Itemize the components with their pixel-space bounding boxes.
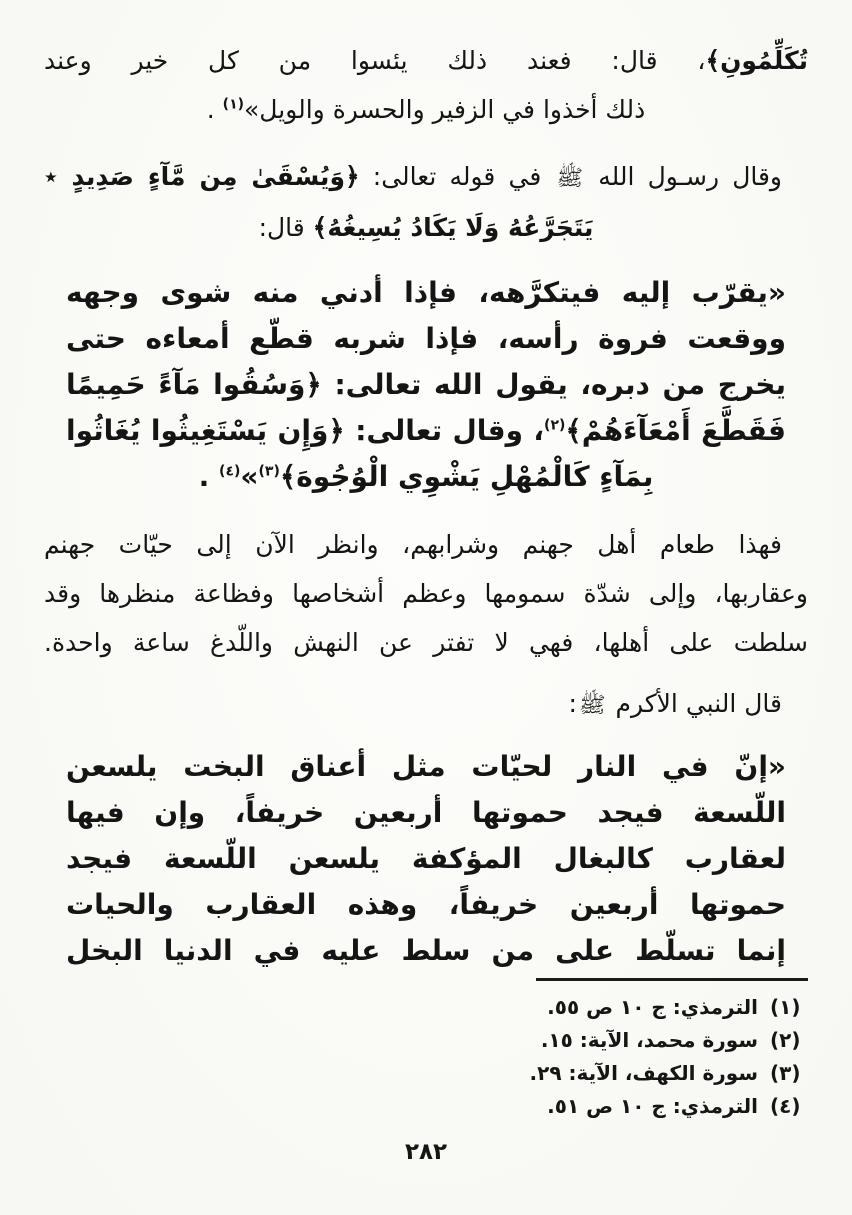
body-text: . — [206, 95, 223, 124]
footnote-ref-1: (١) — [222, 96, 245, 113]
footnote-item — [44, 1090, 808, 1123]
hadith-text: «يقرّب إليه فيتكرَّهه، فإذا أدني منه شوى وجهه — [66, 276, 786, 309]
text-line — [44, 569, 808, 618]
text-line — [44, 618, 808, 667]
paragraph-continuation — [44, 36, 808, 134]
hadith-quote-2 — [66, 744, 786, 974]
quran-verse-fragment: يَتَجَرَّعُهُ وَلَا يَكَادُ يُسِيغُهُ﴾ — [312, 213, 594, 242]
footnote-item — [44, 991, 808, 1024]
text-line — [44, 203, 808, 252]
hadith-text: . — [198, 460, 220, 493]
body-text: قال: — [258, 213, 313, 242]
text-line — [66, 362, 786, 408]
text-line — [66, 316, 786, 362]
text-line — [44, 520, 808, 569]
hadith-text: حموتها أربعين خريفاً، وهذه العقارب والحيات — [66, 888, 786, 921]
quran-verse-fragment: ﴿وَإِن يَسْتَغِيثُوا يُغَاثُوا — [66, 414, 345, 447]
footnote-ref-3: (٣) — [258, 463, 280, 480]
hadith-text: اللّسعة فيجد حموتها أربعين خريفاً، وإن فيها — [66, 796, 786, 829]
body-text: وقال رسـول الله — [585, 162, 782, 191]
footnote-marker: (٢) — [770, 1028, 801, 1052]
hadith-text: » — [240, 460, 259, 493]
footnote-ref-2: (٢) — [544, 417, 566, 434]
prophet-honorific-symbol: ﷺ — [556, 166, 584, 191]
footnote-text: سورة محمد، الآية: ١٥. — [540, 1028, 758, 1052]
text-line — [66, 836, 786, 882]
footnotes-section — [44, 978, 808, 1123]
hadith-text: يخرج من دبره، يقول الله تعالى: — [321, 368, 786, 401]
body-text: ذلك أخذوا في الزفير والحسرة والويل» — [244, 95, 646, 124]
text-line — [66, 270, 786, 316]
footnote-marker: (٣) — [770, 1061, 801, 1085]
footnote-ref-4: (٤) — [219, 463, 241, 480]
text-line — [66, 454, 786, 500]
hadith-text: ووقعت فروة رأسه، فإذا شربه قطّع أمعاءه حتى — [66, 322, 786, 355]
hadith-quote-1 — [66, 270, 786, 500]
footnote-marker: (٤) — [770, 1094, 801, 1118]
paragraph-hadith2-intro — [44, 681, 808, 728]
text-line — [66, 408, 786, 454]
text-line — [66, 928, 786, 974]
prophet-honorific-symbol: ﷺ — [578, 693, 606, 718]
paragraph-hadith-intro — [44, 152, 808, 252]
text-line — [44, 152, 808, 203]
body-text: قال النبي الأكرم — [607, 689, 782, 718]
body-text: في قوله تعالى: — [359, 162, 555, 191]
text-line — [44, 681, 808, 728]
hadith-text: «إنّ في النار لحيّات مثل أعناق البخت يلسعن — [66, 750, 786, 783]
quran-verse-fragment: ﴿وَسُقُوا مَآءً حَمِيمًا — [66, 368, 322, 401]
body-text: فهذا طعام أهل جهنم وشرابهم، وانظر الآن إلى حيّات جهنم — [44, 530, 782, 559]
footnote-item — [44, 1057, 808, 1090]
text-line — [44, 36, 808, 85]
text-line — [66, 790, 786, 836]
body-text: ، قال: فعند ذلك يئسوا من كل خير وعند — [44, 46, 706, 75]
footnote-marker: (١) — [770, 995, 801, 1019]
text-line — [66, 744, 786, 790]
text-line — [44, 85, 808, 134]
body-text: وعقاربها، وإلى شدّة سمومها وعظم أشخاصها وفظاعة منظرها وقد — [44, 579, 808, 608]
page-number: ٢٨٢ — [404, 1139, 448, 1165]
text-block — [44, 36, 808, 1165]
quran-verse-fragment: فَقَطَّعَ أَمْعَآءَهُمْ﴾ — [565, 414, 787, 447]
hadith-text: ، وقال تعالى: — [344, 414, 545, 447]
hadith-text: لعقارب كالبغال المؤكفة يلسعن اللّسعة فيجد — [66, 842, 786, 875]
hadith-text: إنما تسلّط على من سلط عليه في الدنيا البخل — [66, 934, 786, 967]
footnote-text: الترمذي: ج ١٠ ص ٥١. — [547, 1094, 758, 1118]
paragraph-commentary — [44, 520, 808, 667]
quran-verse-fragment: تُكَلِّمُونِ﴾ — [705, 46, 808, 75]
quran-verse-fragment: بِمَآءٍ كَالْمُهْلِ يَشْوِي الْوُجُوهَ﴾ — [279, 460, 654, 493]
body-text: : — [568, 689, 577, 718]
footnote-text: الترمذي: ج ١٠ ص ٥٥. — [547, 995, 758, 1019]
body-text: سلطت على أهلها، فهي لا تفتر عن النهش واللّدغ ساعة واحدة. — [44, 628, 808, 657]
footnote-divider — [536, 978, 808, 981]
footnote-item — [44, 1024, 808, 1057]
quran-verse-fragment: ﴿وَيُسْقَىٰ مِن مَّآءٍ صَدِيدٍ ٭ — [44, 162, 360, 191]
footnote-text: سورة الكهف، الآية: ٢٩. — [529, 1061, 758, 1085]
text-line — [66, 882, 786, 928]
